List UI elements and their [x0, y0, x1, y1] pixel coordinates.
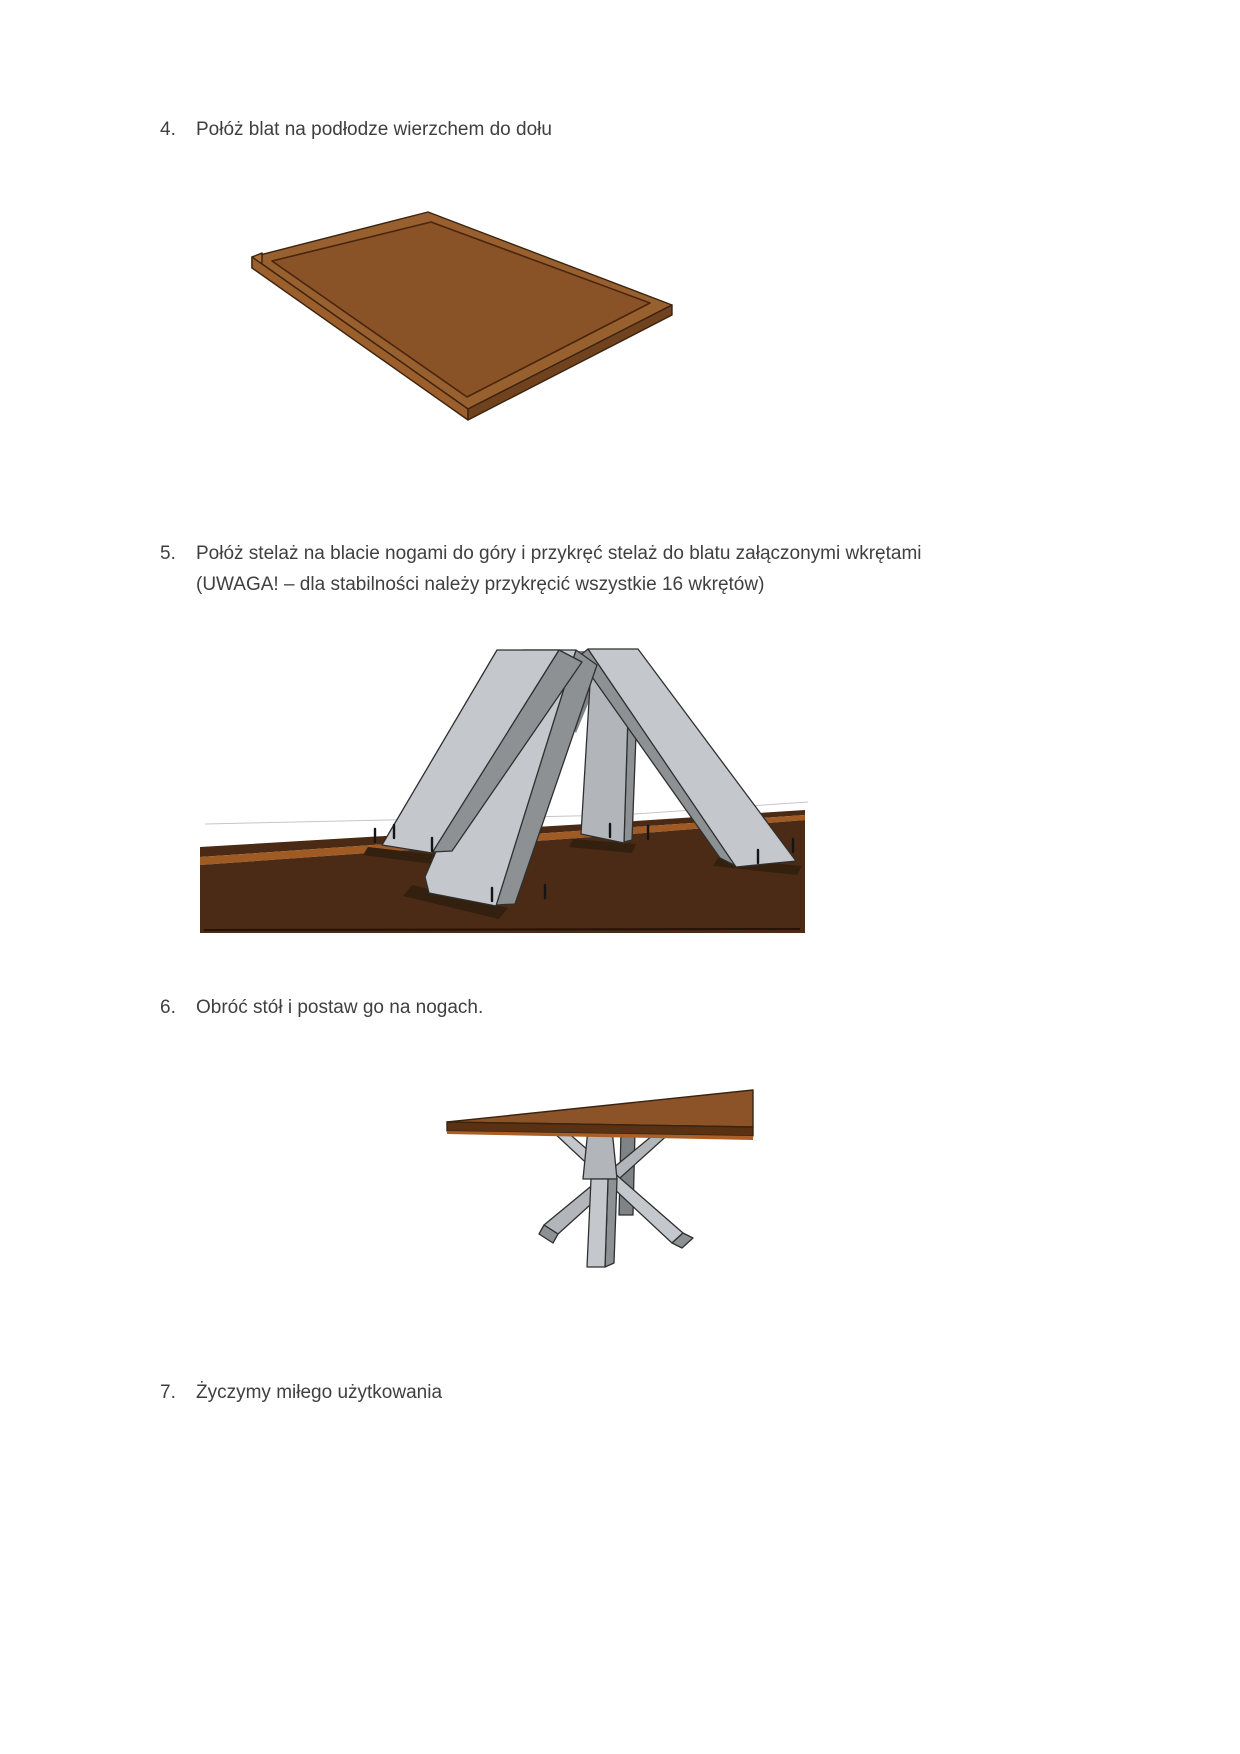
step-item-4: [160, 114, 552, 145]
step-text-line: Połóż blat na podłodze wierzchem do dołu: [196, 119, 552, 140]
step-number: 4.: [160, 119, 176, 140]
step-text: [196, 538, 922, 600]
spider-front-leg: [587, 1179, 608, 1267]
tabletop-face-down-illustration: [210, 172, 710, 422]
table-top-surface: [447, 1090, 753, 1127]
step-item-6: [160, 992, 483, 1023]
step-text-line: Życzymy miłego użytkowania: [196, 1382, 443, 1403]
step-number: 7.: [160, 1382, 176, 1403]
step-text-line: Obróć stół i postaw go na nogach.: [196, 997, 484, 1018]
step-number: 5.: [160, 543, 176, 564]
step-text-line: (UWAGA! – dla stabilności należy przykręcić wszystkie 16 wkrętów): [196, 574, 765, 595]
step-item-7: [160, 1377, 442, 1408]
step-number: 6.: [160, 997, 176, 1018]
spider-leg-left-to-right: [552, 1131, 683, 1243]
step-text: [196, 1377, 442, 1408]
step-text: [196, 114, 552, 145]
step-item-5: [160, 538, 922, 600]
step-text: [196, 992, 483, 1023]
assembled-table-illustration: [395, 1065, 765, 1295]
tabletop-underside-edge-line: [204, 929, 800, 930]
step-text-line: Połóż stelaż na blacie nogami do góry i przykręć stelaż do blatu załączonymi wkrętami: [196, 543, 922, 564]
frame-screwed-to-tabletop-illustration: [190, 645, 810, 935]
